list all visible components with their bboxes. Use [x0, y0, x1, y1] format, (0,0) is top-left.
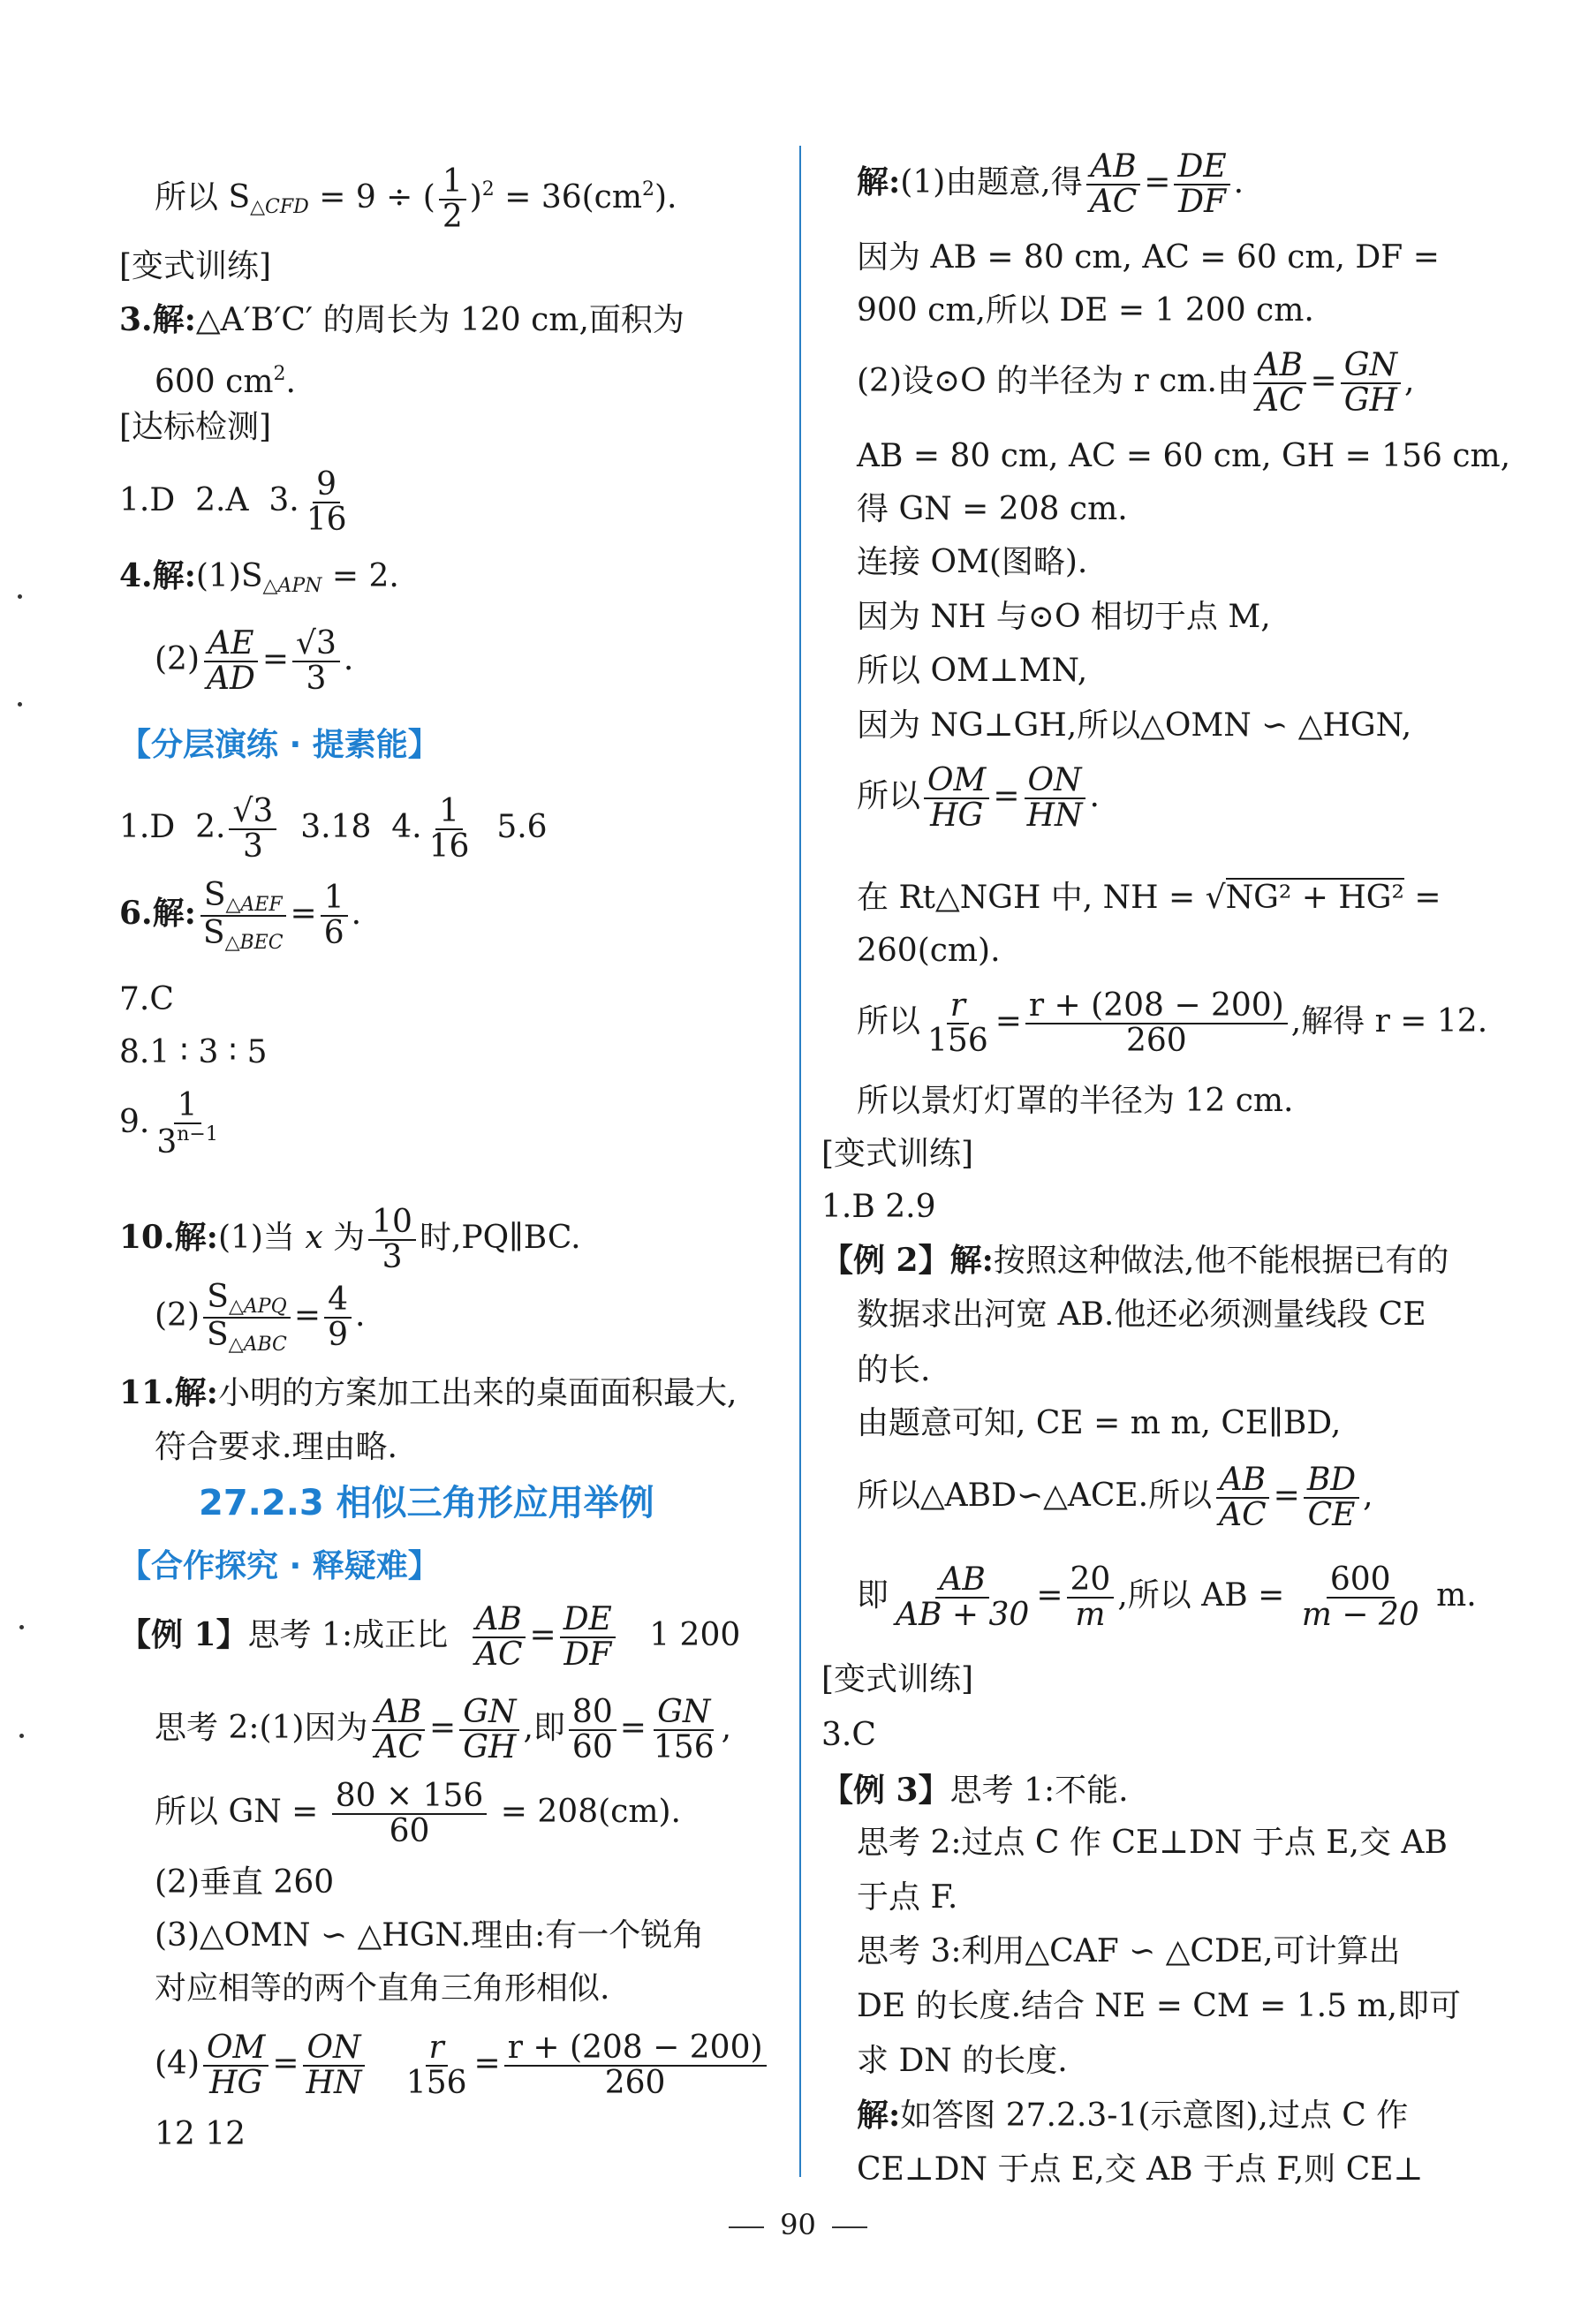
example-2-line: 数据求出河宽 AB.他还必须测量线段 CE: [857, 1296, 1426, 1333]
margin-dot: [18, 702, 22, 707]
solution-line: 因为 NG⊥GH,所以△OMN ∽ △HGN,: [857, 707, 1412, 744]
answer-4-part1: 4.解$:(1)S_{\triangle APN} = 2$.: [119, 557, 399, 597]
section-cooperative-inquiry: 【合作探究 · 释疑难】: [119, 1548, 440, 1584]
tier-answers-1-5: 1.D 2. $\frac{√3}{3}$ 3.18 4. $\frac{1}{16}$ 5.6: [119, 793, 548, 865]
example-2-similarity: 所以△ABD∽△ACE.所以 $\frac{AB}{AC}$ = $\frac{BD}{CE}$ ,: [857, 1462, 1373, 1533]
solution-line: 所以 OM⊥MN,: [857, 653, 1088, 689]
variant-answer: 3.C: [821, 1717, 876, 1753]
variant-training-heading: [变式训练]: [119, 248, 272, 284]
example-2-result: 即 $\frac{AB}{AB + 30}$ = $\frac{20}{m}$ ,所以 AB = $\frac{600}{m - 20}$ m.: [857, 1561, 1477, 1633]
example-2-line: 的长.: [857, 1352, 931, 1388]
solution-line: 因为 AB = 80 cm, AC = 60 cm, DF =: [857, 239, 1440, 276]
answer-10-part1: 10.解:(1)当 x 为 $\frac{10}{3}$ 时,PQ∥BC.: [119, 1204, 581, 1275]
answer-3-cont: 600 $cm^2$.: [155, 363, 296, 400]
example-1-part3: (3)△OMN ∽ △HGN.理由:有一个锐角: [155, 1917, 705, 1954]
solution-line: 因为 NH 与⊙O 相切于点 M,: [857, 599, 1271, 635]
margin-dot: [19, 1625, 24, 1629]
solution-line: AB = 80 cm, AC = 60 cm, GH = 156 cm,: [857, 438, 1511, 474]
example-1-part4: (4) $\frac{OM}{HG}$ = $\frac{ON}{HN}$ $\frac{r}{156}$ = $\frac{r + (208 - 200)}{260}$: [155, 2031, 770, 2100]
variant-training-heading: [变式训练]: [821, 1136, 974, 1172]
answer-10-part2: (2) $\frac{S_{\triangle APQ}}{S_{\triangle ABC}}$ = $\frac{4}{9}$ .: [155, 1279, 366, 1357]
example-1-think-1: 【例 1】思考 1:成正比 $\frac{AB}{AC}$ = $\frac{DE}{DF}$ 1 200: [119, 1601, 741, 1673]
example-1-part3-cont: 对应相等的两个直角三角形相似.: [155, 1970, 610, 2007]
margin-dot: [19, 1734, 24, 1738]
solution-pythagoras: 在 Rt△NGH 中, NH = √NG² + HG² =: [857, 880, 1441, 916]
example-3: 【例 3】思考 1:不能.: [821, 1772, 1129, 1809]
example-1-answers: 12 12: [155, 2116, 246, 2152]
solution-line: 得 GN = 208 cm.: [857, 491, 1128, 527]
solution-ratio: 所以 $\frac{OM}{HG}$ = $\frac{ON}{HN}$ .: [857, 762, 1100, 834]
example-3-line: 思考 2:过点 C 作 CE⊥DN 于点 E,交 AB: [857, 1825, 1448, 1861]
example-3-line: 于点 F.: [857, 1879, 958, 1916]
column-divider: [799, 146, 801, 2177]
answer-3: 3.解:△A′B′C′ 的周长为 120 cm,面积为: [119, 301, 685, 338]
solution-equation: 所以 $\frac{r}{156}$ = $\frac{r + (208 - 200)}{260}$ ,解得 r = 12.: [857, 987, 1488, 1059]
example-3-solution: 解:如答图 27.2.3-1(示意图),过点 C 作: [857, 2097, 1409, 2134]
variant-training-heading: [变式训练]: [821, 1661, 974, 1697]
answer-7: 7.C: [119, 981, 174, 1017]
answer-9: 9. $\frac{1}{3^{n-1}}$: [119, 1087, 218, 1160]
answer-6: 6.解: $\frac{S_{\triangle AEF}}{S_{\triangle BEC}}$ = $\frac{1}{6}$ .: [119, 877, 362, 955]
section-tier-practice: 【分层演练 · 提素能】: [119, 727, 440, 763]
solution-line: 900 cm,所以 DE = 1 200 cm.: [857, 292, 1314, 329]
standard-test-heading: [达标检测]: [119, 409, 272, 445]
example-1-part2: (2)垂直 260: [155, 1864, 335, 1901]
answer-11-cont: 符合要求.理由略.: [155, 1429, 397, 1465]
example-3-line: 思考 3:利用△CAF ∽ △CDE,可计算出: [857, 1933, 1401, 1969]
answers-1-3: 1.D 2.A 3. $\frac{9}{16}$: [119, 466, 347, 538]
answer-8: 8.1 ∶ 3 ∶ 5: [119, 1034, 268, 1070]
solution-part2: (2)设⊙O 的半径为 r cm.由 $\frac{AB}{AC}$ = $\frac{GN}{GH}$ ,: [857, 347, 1415, 419]
answer-4-part2: (2) $\frac{AE}{AD}$ = $\frac{√3}{3}$ .: [155, 625, 354, 697]
solution-conclusion: 所以景灯灯罩的半径为 12 cm.: [857, 1083, 1294, 1119]
solution-line: 260(cm).: [857, 933, 1001, 969]
area-result-line: 所以 $S_{\triangle CFD} = 9$ ÷ ( $\frac{1}{2}$ )$^2 = 36(cm^2)$.: [155, 163, 677, 235]
answer-11: 11.解:小明的方案加工出来的桌面面积最大,: [119, 1374, 737, 1411]
solution-part1: 解:(1)由题意,得 $\frac{AB}{AC}$ = $\frac{DE}{DF}$ .: [857, 148, 1244, 220]
margin-dot: [18, 594, 22, 599]
example-1-think-2: 思考 2:(1)因为 $\frac{AB}{AC}$ = $\frac{GN}{GH}$ ,即 $\frac{80}{60}$ = $\frac{GN}{156}$ ,: [155, 1694, 732, 1765]
section-title: 27.2.3 相似三角形应用举例: [199, 1483, 654, 1523]
solution-line: 连接 OM(图略).: [857, 544, 1088, 580]
page-number: 90: [0, 2208, 1596, 2241]
example-2-line: 由题意可知, CE = m m, CE∥BD,: [857, 1405, 1342, 1441]
variant-answers: 1.B 2.9: [821, 1189, 936, 1225]
example-3-line: DE 的长度.结合 NE = CM = 1.5 m,即可: [857, 1988, 1462, 2024]
example-3-line: 求 DN 的长度.: [857, 2043, 1068, 2079]
example-3-line: CE⊥DN 于点 E,交 AB 于点 F,则 CE⊥: [857, 2151, 1424, 2188]
example-1-gn-calc: 所以 GN = $\frac{80 \times 156}{60}$ = 208(cm).: [155, 1778, 681, 1849]
example-2: 【例 2】解:按照这种做法,他不能根据已有的: [821, 1242, 1449, 1279]
